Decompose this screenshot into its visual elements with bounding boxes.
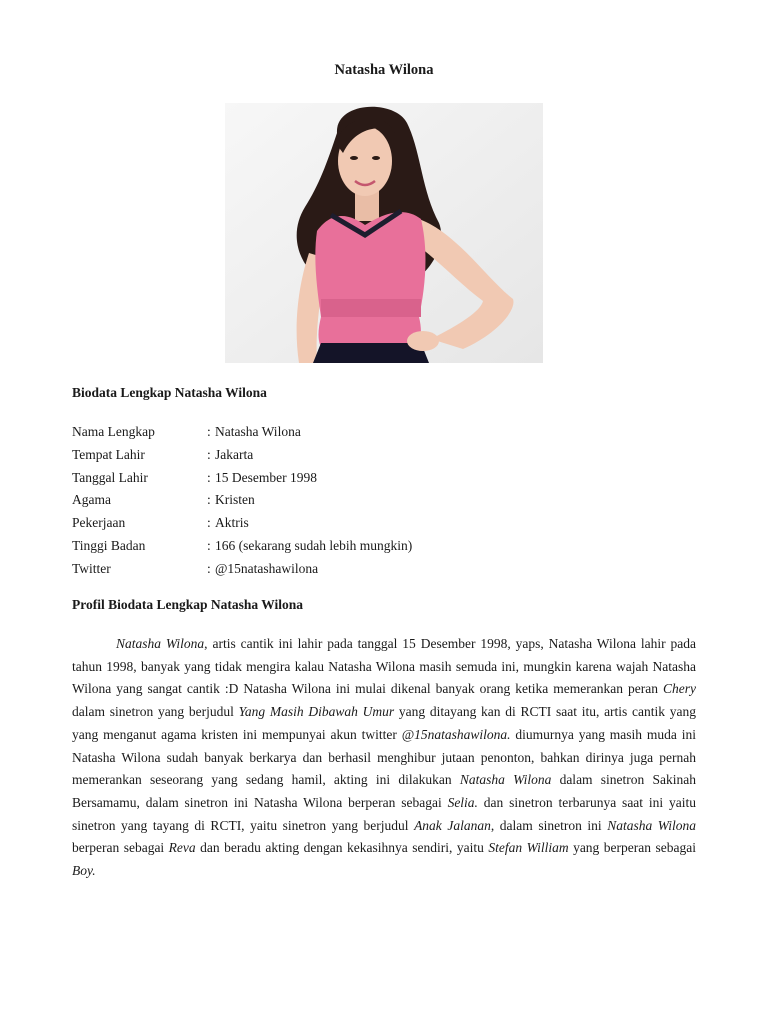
biodata-value: @15natashawilona bbox=[215, 560, 319, 576]
text-run: dan sinetron terbarunya saat ini yaitu sinetron yang tayang di RCTI, yaitu sinetron yang berjudul bbox=[72, 794, 697, 833]
biodata-row bbox=[72, 515, 692, 538]
biodata-label: Nama Lengkap bbox=[72, 424, 155, 439]
biodata-row bbox=[72, 538, 692, 561]
biodata-colon: : bbox=[207, 515, 211, 531]
biodata-label: Tinggi Badan bbox=[72, 537, 146, 553]
biodata-value: Aktris bbox=[215, 515, 249, 531]
text-italic: Boy. bbox=[72, 863, 96, 879]
biodata-row bbox=[72, 470, 692, 493]
text-run: yang ditayang kan di RCTI saat itu, artis cantik yang yang menganut agama kristen ini mempunyai akun twitter bbox=[72, 704, 696, 742]
text-italic: Anak Jalanan bbox=[414, 817, 491, 833]
text-italic: Stefan William bbox=[488, 840, 569, 856]
text-run: dan beradu akting dengan kekasihnya sendiri, yaitu bbox=[195, 840, 489, 856]
biodata-value: 15 Desember 1998 bbox=[215, 469, 317, 485]
profile-paragraph bbox=[72, 633, 696, 883]
text-italic: Chery bbox=[663, 681, 696, 697]
text-run: dalam sinetron yang berjudul bbox=[72, 704, 239, 720]
text-italic: Yang Masih Dibawah Umur bbox=[238, 704, 395, 720]
biodata-label: Tempat Lahir bbox=[72, 446, 145, 462]
biodata-label: Pekerjaan bbox=[72, 515, 126, 531]
biodata-colon: : bbox=[207, 446, 211, 462]
text-run: dalam sinetron Sakinah Bersamamu, dalam sinetron ini Natasha Wilona berperan sebagai bbox=[72, 772, 696, 810]
biodata-row bbox=[72, 447, 692, 470]
biodata-value: 166 (sekarang sudah lebih mungkin) bbox=[215, 537, 413, 553]
biodata-colon: : bbox=[207, 560, 211, 576]
biodata-row bbox=[72, 424, 692, 447]
biodata-colon: : bbox=[207, 469, 211, 485]
biodata-value: Jakarta bbox=[215, 446, 254, 462]
biodata-row bbox=[72, 492, 692, 515]
biodata-value: Kristen bbox=[215, 492, 255, 508]
biodata-colon: : bbox=[207, 537, 211, 553]
document-title: Natasha Wilona bbox=[334, 62, 434, 78]
biodata-label: Twitter bbox=[72, 560, 111, 576]
biodata-label: Tanggal Lahir bbox=[72, 469, 148, 485]
text-italic: Natasha Wilona bbox=[607, 817, 697, 833]
text-italic: Natasha Wilona bbox=[459, 772, 552, 788]
biodata-row bbox=[72, 561, 692, 584]
text-run: berperan sebagai bbox=[72, 840, 169, 856]
text-italic: @15natashawilona. bbox=[401, 726, 511, 742]
biodata-value: Natasha Wilona bbox=[215, 424, 301, 439]
text-italic: Selia. bbox=[447, 794, 478, 810]
profile-photo bbox=[225, 103, 543, 363]
text-run: yang berperan sebagai bbox=[568, 840, 696, 856]
text-run: , artis cantik ini lahir pada tanggal 15 Desember 1998, yaps, Natasha Wilona lahir pada tahun 1998, banyak yang tidak mengira kalau Natasha Wilona masih semuda ini, mungkin karena wajah Natasha Wilona yang sangat cantik :D Natasha Wilona ini mulai dikenal banyak orang ketika memerankan peran bbox=[72, 636, 697, 697]
portrait-illustration bbox=[225, 103, 543, 363]
biodata-colon: : bbox=[207, 424, 211, 439]
biodata-label: Agama bbox=[72, 492, 111, 508]
section-heading-biodata: Biodata Lengkap Natasha Wilona bbox=[72, 385, 267, 400]
text-run: diumurnya yang masih muda ini Natasha Wilona sudah banyak berkarya dan berhasil menghibur jutaan penonton, bahkan dirinya juga pernah memerankan seseorang yang sedang hamil, akting ini dilakukan bbox=[72, 726, 696, 788]
section-heading-profile: Profil Biodata Lengkap Natasha Wilona bbox=[72, 597, 304, 612]
biodata-colon: : bbox=[207, 492, 211, 508]
text-italic: Natasha Wilona bbox=[116, 636, 205, 651]
text-italic: Reva bbox=[168, 840, 196, 856]
biodata-list bbox=[72, 424, 692, 584]
text-run: , dalam sinetron ini bbox=[490, 817, 608, 833]
